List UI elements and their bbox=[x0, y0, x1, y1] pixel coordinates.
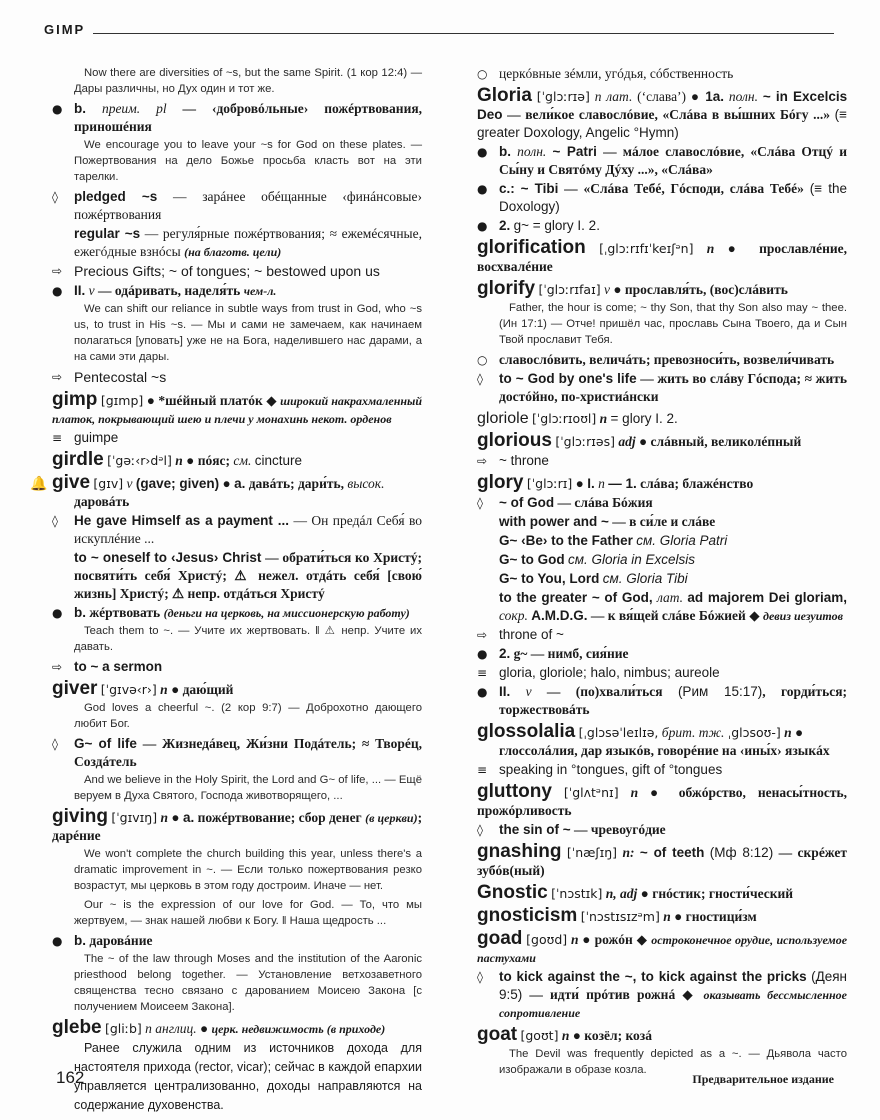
pronunciation: [ˈnæʃɪŋ] bbox=[566, 845, 618, 860]
arrow-icon: ⇨ bbox=[52, 370, 63, 384]
idiom: ◊ G~ of life — Жизнедáвец, Жи́зни Подáтель; ≈ Творéц, Создáтель bbox=[52, 736, 423, 769]
header-rule bbox=[93, 33, 834, 34]
bullet-icon: ● bbox=[52, 606, 63, 620]
diamond-icon: ◊ bbox=[52, 737, 58, 751]
headword: girdle bbox=[52, 449, 104, 470]
pronunciation: [gliːb] bbox=[105, 1021, 142, 1036]
synonym: ≡ gloria, gloriole; halo, nimbus; aureole bbox=[477, 665, 720, 680]
pronunciation: [ˌglɔːrɪfɪˈkeɪʃᵊn] bbox=[599, 241, 694, 256]
arrow-icon: ⇨ bbox=[52, 264, 63, 278]
idiom: ◊ ~ of God — слáва Бóжия bbox=[477, 495, 653, 510]
sense-b: ● b. даровáние bbox=[52, 933, 153, 948]
bullet-icon: ● bbox=[146, 393, 155, 408]
pronunciation: [ˈnɔstɪsɪzᵊm] bbox=[580, 909, 660, 924]
entry-gluttony: gluttony [ˈglʌtᵊnɪ] n ● обжóрство, ненасы́тность, прожóрливость ◊ the sin of ~ — чревоугóдие bbox=[477, 781, 848, 837]
bullet-icon: ● bbox=[52, 284, 63, 298]
entry-gloriole: gloriole [ˈglɔːrɪoʊl] n = glory I. 2. bbox=[477, 410, 678, 427]
entry-glebe: glebe [gliːb] n англиц. ● церк. недвижимость (в приходе) Ранее служила одним из источников дохода для настоятеля прихода (rector, vicar); сейчас в каждой епархии управляется централизованно, доходы направляются на содержание духовенства. bbox=[52, 1019, 422, 1115]
pronunciation: [ˈglɔːrɪəs] bbox=[555, 434, 615, 449]
sense-2: ● 2. g~ = glory I. 2. bbox=[477, 218, 600, 233]
example: The Devil was frequently depicted as a ~. — Дьявола часто изображали в образе козла. bbox=[499, 1048, 847, 1076]
bullet-icon: ● bbox=[477, 182, 488, 196]
entry-glorious: glorious [ˈglɔːrɪəs] adj ● слáвный, великолéпный ⇨ ~ throne bbox=[477, 432, 847, 470]
bullet-icon: ● bbox=[477, 219, 488, 233]
example: God loves a cheerful ~. (2 кор 9:7) — Доброхотно дающего любит Бог. bbox=[74, 702, 422, 730]
headword: give bbox=[52, 472, 91, 493]
diamond-icon: ◊ bbox=[477, 970, 483, 984]
bullet-icon: ● bbox=[727, 241, 746, 256]
synonym: ○ славослóвить, величáть; превозноси́ть, возвели́чивать bbox=[477, 352, 835, 367]
idiom: to the greater ~ of God, лат. ad majorem Dei gloriam, сокр. A.M.D.G. — к вя́щей слáве Бóжией ◆ девиз иезуитов bbox=[499, 590, 848, 623]
pronunciation: [ˌglɔsəˈleɪlɪə, bbox=[578, 725, 659, 740]
bullet-icon: ● bbox=[477, 685, 488, 699]
edition-note: Предварительное издание bbox=[692, 1072, 834, 1086]
bullet-icon: ● bbox=[572, 1028, 581, 1043]
pronunciation: [ˈgɪvə‹r›] bbox=[100, 682, 157, 697]
entry-girdle: girdle [ˈgəː‹r›dᵊl] n ● пóяс; см. cincture bbox=[52, 449, 303, 470]
headword: glory bbox=[477, 472, 524, 493]
headword: goat bbox=[477, 1024, 518, 1045]
bullet-icon: ● bbox=[186, 453, 195, 468]
bullet-icon: ● bbox=[222, 476, 231, 491]
example: We can shift our reliance in subtle ways from trust in God, who ~s us, to trust in His ~s. — Мы и сами не замечаем, как начинаем полагаться [уповать] уже не на Бога, наделившего нас дарами, а на сами эти дары. bbox=[74, 303, 422, 363]
headword: gloriole bbox=[477, 410, 529, 427]
running-head bbox=[44, 22, 834, 37]
equiv-icon: ≡ bbox=[477, 666, 488, 680]
pronunciation: [gɪv] bbox=[93, 476, 124, 491]
headword: gluttony bbox=[477, 781, 552, 802]
example: Father, the hour is come; ~ thy Son, that thy Son also may ~ thee. (Ин 17:1) — Отче! пришёл час, прославь Сына Твоего, да и Сын Твой прославит Тебя. bbox=[499, 302, 847, 346]
see-also: ⇨ Precious Gifts; ~ of tongues; ~ bestowed upon us bbox=[52, 263, 380, 279]
pronunciation: [ˈglɔːrɪə] bbox=[536, 89, 590, 104]
running-head-word: GIMP bbox=[44, 22, 86, 37]
pronunciation: [ˈglɔːrɪ] bbox=[526, 476, 573, 491]
bullet-icon: ● bbox=[199, 1021, 209, 1036]
example: The ~ of the law through Moses and the institution of the Aaronic priesthood belong together. — Установление ветхозаветного священства тесно связано с дарованием Моисею Закона [с получением Моисеем Закона]. bbox=[74, 953, 422, 1013]
headword: giving bbox=[52, 806, 108, 827]
usage-note: Ранее служила одним из источников дохода для настоятеля прихода (rector, vicar); сейчас в каждой епархии управляется централизованно, доходы направляются на содержание духовенства. bbox=[74, 1041, 422, 1112]
headword: giver bbox=[52, 678, 98, 699]
circle-icon: ○ bbox=[477, 67, 488, 81]
idiom: G~ to You, Lord см. Gloria Tibi bbox=[499, 571, 688, 586]
idiom: regular ~s — регуля́рные пожéртвования; ≈ ежемéсячные, ежегóдные взнóсы (на благотв. цели) bbox=[74, 226, 422, 259]
sense-ii: ● II. v — одáривать, наделя́ть чем-л. bbox=[52, 283, 277, 298]
idiom: G~ ‹Be› to the Father см. Gloria Patri bbox=[499, 533, 728, 548]
entry-gnosticism: gnosticism [ˈnɔstɪsɪzᵊm] n ● гностици́зм bbox=[477, 905, 757, 926]
idiom: ◊ pledged ~s — зарáнее обéщанные ‹финáнсовые› пожéртвования bbox=[52, 189, 422, 222]
see-also: ⇨ throne of ~ bbox=[477, 627, 564, 642]
pronunciation: [ˈglɔːrɪoʊl] bbox=[531, 411, 597, 426]
entry-glebe-continued: ○ церкóвные зéмли, угóдья, сóбственность bbox=[477, 66, 734, 81]
entry-glorify: glorify [ˈglɔːrɪfaɪ] v ● прославля́ть, (вос)слáвить Father, the hour is come; ~ thy Son, that thy Son also may ~ thee. (Ин 17:1) — Отче! пришёл час, прославь Сына Твоего, да и Сын Твой прославит Тебя. ○ славослóвить, величáть; превозноси́ть, возвели́чивать ◊ to ~ God by one's life — жить во слáву Гóспода; ≈ жить достóйно, по-христиáнски bbox=[477, 278, 848, 404]
diamond-icon: ◊ bbox=[52, 190, 58, 204]
arrow-icon: ⇨ bbox=[477, 628, 488, 642]
arrow-icon: ⇨ bbox=[477, 454, 488, 468]
idiom: ◊ the sin of ~ — чревоугóдие bbox=[477, 822, 666, 837]
bullet-icon: ● bbox=[171, 682, 180, 697]
sense-c: ● c.: ~ Tibi — «Слáва Тебé, Гóсподи, слáва Тебé» (≡ the Doxology) bbox=[477, 181, 848, 214]
pronunciation: [goʊd] bbox=[526, 932, 568, 947]
headword: glossolalia bbox=[477, 721, 576, 742]
pronunciation: [ˈgəː‹r›dᵊl] bbox=[107, 453, 172, 468]
headword: Gnostic bbox=[477, 882, 548, 903]
example: And we believe in the Holy Spirit, the Lord and G~ of life, ... — Ещё веруем в Духа Святого, Господа животворящего, ... bbox=[74, 774, 422, 802]
synonym: ≡ guimpe bbox=[52, 430, 119, 445]
entry-gnashing: gnashing [ˈnæʃɪŋ] n: ~ of teeth (Мф 8:12) — скрéжет зубóв(ный) bbox=[477, 841, 848, 878]
headword: gnashing bbox=[477, 841, 562, 862]
bullet-icon: ● bbox=[477, 145, 488, 159]
entry-gnostic: Gnostic [ˈnɔstɪk] n, adj ● гнóстик; гности́ческий bbox=[477, 882, 794, 903]
sense-b: ● b. преим. pl — ‹добровóльные› пожéртвования, приношéния bbox=[52, 101, 423, 134]
idiom: ◊ He gave Himself as a payment ... — Он предáл Себя́ во искуплéние ... bbox=[52, 513, 423, 546]
pronunciation: [ˈnɔstɪk] bbox=[551, 886, 603, 901]
bullet-icon: ● bbox=[690, 89, 701, 104]
idiom: with power and ~ — в си́ле и слáве bbox=[499, 514, 716, 529]
idiom: ◊ to ~ God by one's life — жить во слáву Гóспода; ≈ жить достóйно, по-христиáнски bbox=[477, 371, 848, 404]
see-also: ⇨ Pentecostal ~s bbox=[52, 369, 167, 385]
headword: glorious bbox=[477, 430, 552, 451]
entry-goat: goat [goʊt] n ● козёл; козá The Devil was frequently depicted as a ~. — Дьявола часто изображали в образе козла. bbox=[477, 1024, 847, 1076]
bullet-icon: ● bbox=[477, 647, 488, 661]
sense-b: ● b. полн. ~ Patri — мáлое славослóвие, «Слáва Отцý и Сы́ну и Святóму Дýху ...», «Слáва» bbox=[477, 144, 848, 177]
entry-gloria: Gloria [ˈglɔːrɪə] n лат. (‘слава’) ● 1a. полн. ~ in Excelcis Deo — вели́кое славослóвие, «Слáва в вы́шних Бóгу ...» (≡ greater Doxology, Angelic °Hymn) ● b. полн. ~ Patri — мáлое славослóвие, «Слáва Отцý и Сы́ну и Святóму Дýху ...», «Слáва» ● c.: ~ Tibi — «Слáва Тебé, Гóсподи, слáва Тебé» (≡ the Doxology) ● 2. g~ = glory I. 2. bbox=[477, 85, 848, 233]
pronunciation: [ˈglɔːrɪfaɪ] bbox=[538, 282, 601, 297]
sense-ii: ● II. v — (по)хвали́ться (Рим 15:17), горди́ться; торжествовáть bbox=[477, 684, 847, 717]
pronunciation: [gɪmp] bbox=[100, 393, 144, 408]
bell-icon: 🔔 bbox=[30, 477, 48, 492]
diamond-icon: ◊ bbox=[477, 372, 483, 386]
bullet-icon: ● bbox=[52, 102, 63, 116]
bullet-icon: ● bbox=[171, 810, 180, 825]
synonym: ≡ speaking in °tongues, gift of °tongues bbox=[477, 762, 723, 777]
bullet-icon: ● bbox=[582, 932, 591, 947]
bullet-icon: ● bbox=[795, 725, 804, 740]
circle-icon: ○ bbox=[477, 353, 488, 367]
entry-give: 🔔 give [gɪv] v (gave; given) ● a. давáть; дари́ть, высок. даровáть ◊ He gave Himself as a payment ... — Он предáл Себя́ во искуплéние ... to ~ oneself to ‹Jesus› Christ — обрати́ться ко Христý; посвяти́ть себя́ Христý; ⚠ нежел. отдáть себя́ [свою́ жизнь] Христý; ⚠ непр. отдáться Христý ● b. жéртвовать (деньги на церковь, на миссионерскую работу) Teach them to ~. — Учите их жертвовать. ‖ ⚠ непр. Учите их давать. ⇨ to ~ a sermon bbox=[30, 472, 423, 674]
entry-giver: giver [ˈgɪvə‹r›] n ● даю́щий God loves a cheerful ~. (2 кор 9:7) — Доброхотно дающего любит Бог. ◊ G~ of life — Жизнедáвец, Жи́зни Подáтель; ≈ Творéц, Создáтель And we believe in the Holy Spirit, the Lord and G~ of life, ... — Ещё веруем в Духа Святого, Господа животворящего, ... bbox=[52, 678, 423, 802]
see-also: ⇨ ~ throne bbox=[477, 453, 549, 468]
bullet-icon: ● bbox=[575, 476, 584, 491]
pronunciation: [ˈgɪvɪŋ] bbox=[111, 810, 158, 825]
page-number: 162 bbox=[56, 1068, 85, 1087]
example: We encourage you to leave your ~s for God on these plates. — Пожертвования на дело Божье просьба класть вот на эти тарелки. bbox=[74, 139, 422, 183]
headword: gnosticism bbox=[477, 905, 578, 926]
headword: glebe bbox=[52, 1017, 102, 1038]
pronunciation: [goʊt] bbox=[520, 1028, 559, 1043]
bullet-icon: ● bbox=[674, 909, 683, 924]
entry-glory: glory [ˈglɔːrɪ] ● I. n — 1. слáва; блажéнство ◊ ~ of God — слáва Бóжия with power and ~ — в си́ле и слáве G~ ‹Be› to the Father см. Gloria Patri G~ to God см. Gloria in Excelsis G~ to You, Lord см. Gloria Tibi to the greater ~ of God, лат. ad majorem Dei gloriam, сокр. A.M.D.G. — к вя́щей слáве Бóжией ◆ девиз иезуитов ⇨ throne of ~ ● 2. g~ — нимб, сия́ние ≡ gloria, gloriole; halo, nimbus; aureole ● II. v — (по)хвали́ться (Рим 15:17), горди́ться; торжествовáть bbox=[477, 472, 848, 717]
entry-giving: giving [ˈgɪvɪŋ] n ● a. пожéртвование; сбор денег (в церкви); дарéние We won't complete the church building this year, unless there's a dramatic improvement in ~. — Если только пожертвования резко возрастут, мы церковь в этом году достроим. Иначе — нет. Our ~ is the expression of our love for God. — То, что мы жертвуем, — знак нашей любви к Богу. ‖ Наша щедрость ... ● b. даровáние The ~ of the law through Moses and the institution of the Aaronic priesthood belong together. — Установление ветхозаветного священства тесно связано с дарованием Моисею Закона [с получением Моисеем Закона]. bbox=[52, 806, 423, 1013]
example: Our ~ is the expression of our love for God. — То, что мы жертвуем, — знак нашей любви к Богу. ‖ Наша щедрость ... bbox=[74, 899, 422, 927]
diamond-icon: ◊ bbox=[477, 823, 483, 837]
headword: glorification bbox=[477, 237, 586, 258]
entry-gift-continued bbox=[52, 65, 422, 387]
headword: goad bbox=[477, 928, 523, 949]
example: Teach them to ~. — Учите их жертвовать. ‖ ⚠ непр. Учите их давать. bbox=[74, 625, 422, 653]
bullet-icon: ● bbox=[613, 282, 622, 297]
entry-goad: goad [goʊd] n ● рожóн ◆ остроконечное орудие, используемое пастухами ◊ to kick against the ~, to kick against the pricks (Деян 9:5) — идти́ прóтив рожнá ◆ оказывать бессмысленное сопротивление bbox=[477, 928, 848, 1020]
headword: Gloria bbox=[477, 85, 532, 106]
headword: gimp bbox=[52, 389, 98, 410]
right-column bbox=[477, 64, 847, 1082]
example: We won't complete the church building this year, unless there's a dramatic improvement in ~. — Если только пожертвования резко возрастут, мы церковь в этом году достроим. Иначе — нет. bbox=[74, 848, 422, 892]
equiv-icon: ≡ bbox=[477, 763, 488, 777]
bullet-icon: ● bbox=[639, 434, 648, 449]
example: Now there are diversities of ~s, but the same Spirit. (1 кор 12:4) — Дары различны, но Дух один и тот же. bbox=[74, 67, 422, 95]
diamond-icon: ◊ bbox=[477, 496, 483, 510]
bullet-icon: ● bbox=[52, 934, 63, 948]
entry-gimp: gimp [gɪmp] ● *шéйный платóк ◆ широкий накрахмаленный платок, покрывающий шею и плечи у монахинь некот. орденов ≡ guimpe bbox=[52, 389, 423, 445]
sense-b: ● b. жéртвовать (деньги на церковь, на миссионерскую работу) bbox=[52, 605, 410, 620]
diamond-icon: ◊ bbox=[52, 514, 58, 528]
idiom: G~ to God см. Gloria in Excelsis bbox=[499, 552, 696, 567]
equiv-icon: ≡ bbox=[52, 431, 63, 445]
headword: glorify bbox=[477, 278, 536, 299]
pronunciation: [ˈglʌtᵊnɪ] bbox=[563, 785, 619, 800]
left-column bbox=[30, 64, 423, 1119]
idiom: to ~ oneself to ‹Jesus› Christ — обрати́ться ко Христý; посвяти́ть себя́ Христý; ⚠ нежел. отдáть себя́ [свою́ жизнь] Христý; ⚠ непр. отдáться Христý bbox=[74, 550, 422, 601]
bullet-icon: ● bbox=[640, 886, 649, 901]
entry-glossolalia: glossolalia [ˌglɔsəˈleɪlɪə, брит. тж. ˌglɔsoʊ-] n ● глоссолáлия, дар языкóв, говорéние на ‹ины́х› языкáх ≡ speaking in °tongues, gift of °tongues bbox=[477, 723, 847, 779]
entry-glorification: glorification [ˌglɔːrɪfɪˈkeɪʃᵊn] n ● прославлéние, восхвалéние bbox=[477, 237, 848, 274]
idiom: ◊ to kick against the ~, to kick against the pricks (Деян 9:5) — идти́ прóтив рожнá ◆ оказывать бессмысленное сопротивление bbox=[477, 969, 847, 1020]
see-also: ⇨ to ~ a sermon bbox=[52, 659, 163, 674]
sense-2: ● 2. g~ — нимб, сия́ние bbox=[477, 646, 629, 661]
bullet-icon: ● bbox=[650, 785, 667, 800]
arrow-icon: ⇨ bbox=[52, 660, 63, 674]
